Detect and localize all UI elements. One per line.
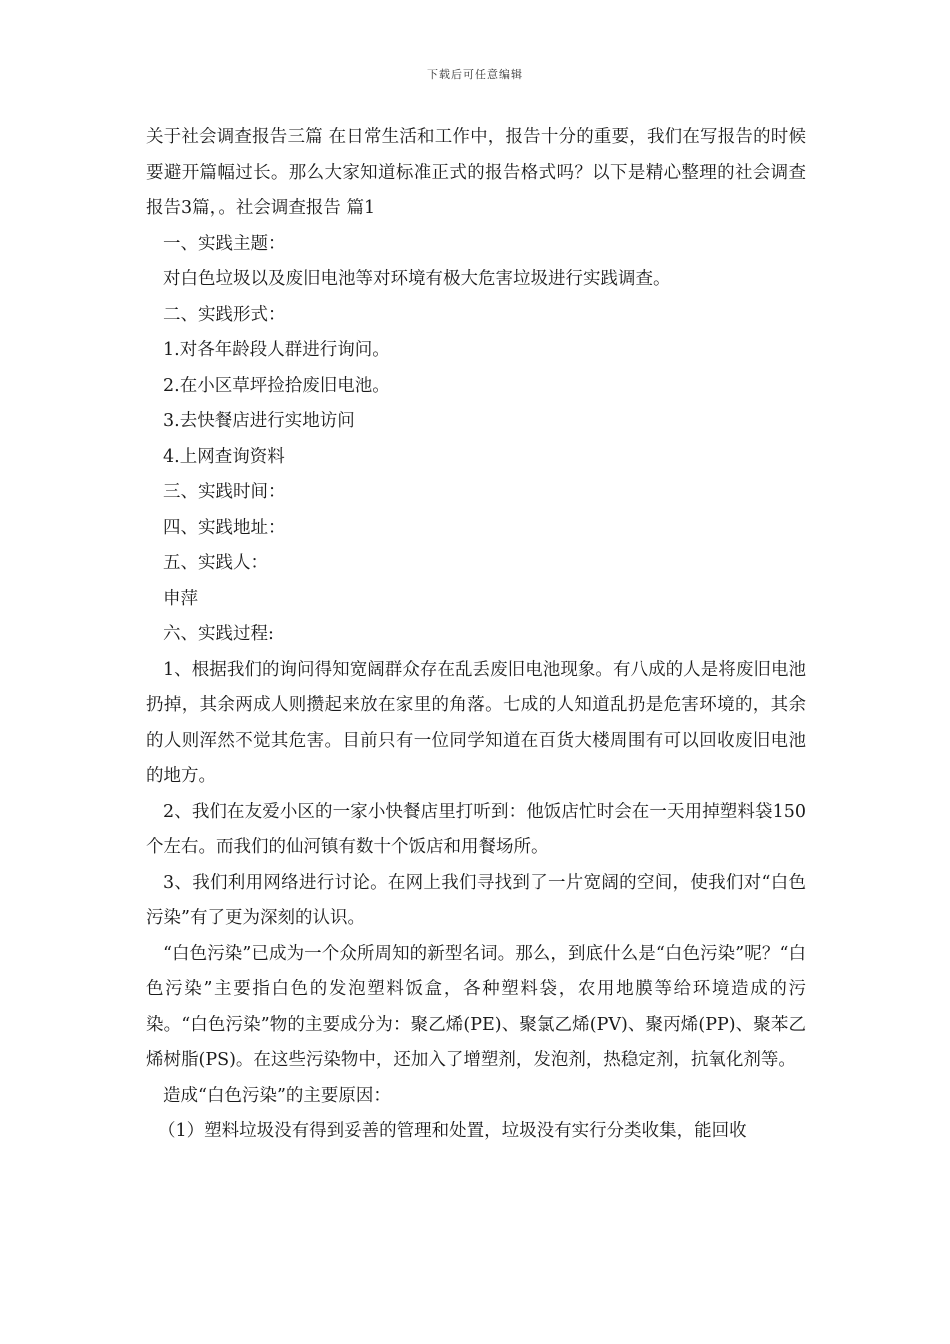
causes-heading: 造成“白色污染”的主要原因： — [163, 1085, 391, 1106]
person-name: 申萍 — [163, 588, 198, 609]
form-item-3: 3.去快餐店进行实地访问 — [163, 411, 355, 431]
section-heading-process: 六、实践过程: — [163, 624, 274, 644]
form-item-1: 1.对各年龄段人群进行询问。 — [163, 340, 390, 360]
page-header-note: 下载后可任意编辑 — [427, 68, 523, 81]
cause-item-1: （1）塑料垃圾没有得到妥善的管理和处置，垃圾没有实行分类收集，能回收 — [158, 1121, 747, 1141]
section-heading-theme: 一、实践主题： — [163, 233, 286, 254]
form-item-2: 2.在小区草坪捡拾废旧电池。 — [163, 375, 390, 396]
section-heading-location: 四、实践地址： — [163, 517, 286, 538]
intro-paragraph: 关于社会调查报告三篇 在日常生活和工作中，报告十分的重要，我们在写报告的时候要避开篇幅过长。那么大家知道标准正式的报告格式吗？以下是精心整理的社会调查报告3篇，。社会调查报告 篇1 — [146, 127, 806, 218]
process-paragraph-1: 1、根据我们的询问得知宽阔群众存在乱丢废旧电池现象。有八成的人是将废旧电池扔掉，其余两成人则攒起来放在家里的角落。七成的人知道乱扔是危害环境的，其余的人则浑然不觉其危害。目前只有一位同学知道在百货大楼周围有可以回收废旧电池的地方。 — [146, 659, 806, 786]
white-pollution-paragraph: “白色污染”已成为一个众所周知的新型名词。那么，到底什么是“白色污染”呢？“白色污染”主要指白色的发泡塑料饭盒，各种塑料袋，农用地膜等给环境造成的污染。“白色污染”物的主要成分为：聚乙烯(PE)、聚氯乙烯(PV)、聚丙烯(PP)、聚苯乙烯树脂(PS)。在这些污染物中，还加入了增塑剂，发泡剂，热稳定剂，抗氧化剂等。 — [146, 943, 806, 1070]
section-heading-person: 五、实践人： — [163, 553, 268, 573]
process-paragraph-2: 2、我们在友爱小区的一家小快餐店里打听到：他饭店忙时会在一天用掉塑料袋150个左右。而我们的仙河镇有数十个饭店和用餐场所。 — [146, 801, 806, 857]
section-heading-form: 二、实践形式： — [163, 304, 286, 325]
section-heading-time: 三、实践时间： — [163, 482, 286, 502]
process-paragraph-3: 3、我们利用网络进行讨论。在网上我们寻找到了一片宽阔的空间，使我们对“白色污染”有了更为深刻的认识。 — [146, 872, 806, 928]
document-body — [146, 120, 806, 1150]
form-item-4: 4.上网查询资料 — [163, 446, 285, 467]
theme-text: 对白色垃圾以及废旧电池等对环境有极大危害垃圾进行实践调查。 — [163, 269, 671, 289]
